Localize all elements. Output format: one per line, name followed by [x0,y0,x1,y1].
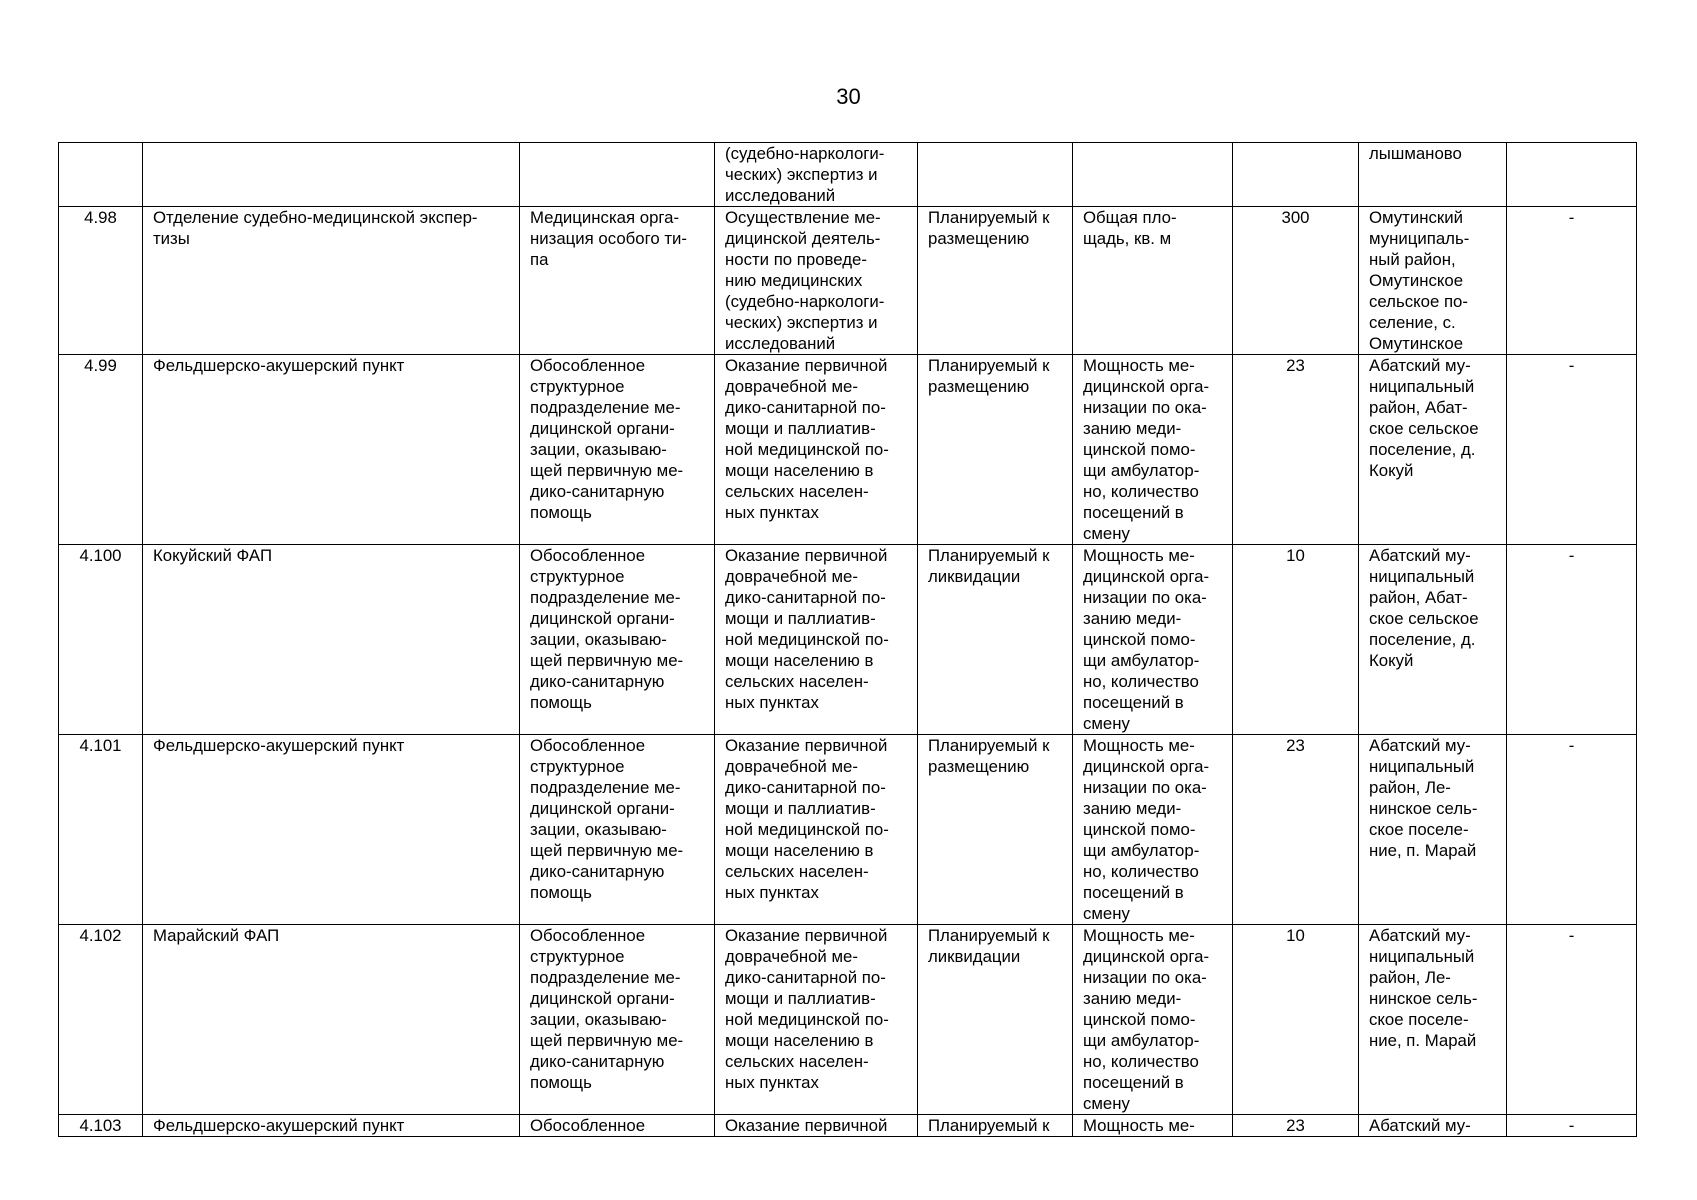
object-name: Отделение судебно-медицинской экспер- тизы [143,207,520,355]
object-value: 23 [1233,735,1359,925]
row-number: 4.98 [59,207,143,355]
object-zone: - [1507,735,1637,925]
object-location: Абатский му- ниципальный район, Ле- нинское сель- ское поселе- ние, п. Марай [1359,735,1507,925]
table-row [59,735,1637,925]
object-zone: - [1507,207,1637,355]
object-purpose: Оказание первичной доврачебной ме- дико-санитарной по- мощи и паллиатив- ной медицинской по- мощи населению в сельских населен- ных пунктах [715,735,918,925]
object-type [520,143,715,207]
object-value: 10 [1233,925,1359,1115]
object-characteristic [1073,143,1233,207]
object-status [918,143,1073,207]
object-type: Обособленное структурное подразделение ме- дицинской органи- зации, оказываю- щей первичную ме- дико-санитарную помощь [520,925,715,1115]
object-location: лышманово [1359,143,1507,207]
table-row [59,355,1637,545]
table-row [59,1115,1637,1137]
objects-table [58,142,1637,1137]
object-name: Фельдшерско-акушерский пункт [143,355,520,545]
page-number: 30 [836,84,861,109]
row-number [59,143,143,207]
object-type: Обособленное [520,1115,715,1137]
object-status: Планируемый к ликвидации [918,925,1073,1115]
object-zone [1507,143,1637,207]
table-row [59,207,1637,355]
object-type: Обособленное структурное подразделение ме- дицинской органи- зации, оказываю- щей первичную ме- дико-санитарную помощь [520,355,715,545]
object-characteristic: Мощность ме- дицинской орга- низации по ока- занию меди- цинской помо- щи амбулатор- но, количество посещений в смену [1073,355,1233,545]
object-zone: - [1507,1115,1637,1137]
object-characteristic: Мощность ме- дицинской орга- низации по ока- занию меди- цинской помо- щи амбулатор- но, количество посещений в смену [1073,735,1233,925]
table-row [59,545,1637,735]
object-purpose: (судебно-наркологи- ческих) экспертиз и исследований [715,143,918,207]
object-location: Абатский му- [1359,1115,1507,1137]
object-value: 300 [1233,207,1359,355]
object-name: Фельдшерско-акушерский пункт [143,735,520,925]
object-location: Абатский му- ниципальный район, Абат- ское сельское поселение, д. Кокуй [1359,355,1507,545]
row-number: 4.102 [59,925,143,1115]
object-characteristic: Мощность ме- дицинской орга- низации по ока- занию меди- цинской помо- щи амбулатор- но, количество посещений в смену [1073,545,1233,735]
object-status: Планируемый к размещению [918,355,1073,545]
object-zone: - [1507,925,1637,1115]
object-status: Планируемый к размещению [918,735,1073,925]
object-type: Обособленное структурное подразделение ме- дицинской органи- зации, оказываю- щей первичную ме- дико-санитарную помощь [520,545,715,735]
object-characteristic: Мощность ме- [1073,1115,1233,1137]
object-characteristic: Мощность ме- дицинской орга- низации по ока- занию меди- цинской помо- щи амбулатор- но, количество посещений в смену [1073,925,1233,1115]
object-status: Планируемый к размещению [918,207,1073,355]
object-name [143,143,520,207]
object-name: Кокуйский ФАП [143,545,520,735]
object-zone: - [1507,545,1637,735]
object-purpose: Оказание первичной доврачебной ме- дико-санитарной по- мощи и паллиатив- ной медицинской по- мощи населению в сельских населен- ных пунктах [715,545,918,735]
object-characteristic: Общая пло- щадь, кв. м [1073,207,1233,355]
row-number: 4.99 [59,355,143,545]
object-value: 23 [1233,1115,1359,1137]
object-location: Абатский му- ниципальный район, Ле- нинское сель- ское поселе- ние, п. Марай [1359,925,1507,1115]
object-type: Медицинская орга- низация особого ти- па [520,207,715,355]
object-zone: - [1507,355,1637,545]
object-type: Обособленное структурное подразделение ме- дицинской органи- зации, оказываю- щей первичную ме- дико-санитарную помощь [520,735,715,925]
object-location: Абатский му- ниципальный район, Абат- ское сельское поселение, д. Кокуй [1359,545,1507,735]
object-purpose: Оказание первичной доврачебной ме- дико-санитарной по- мощи и паллиатив- ной медицинской по- мощи населению в сельских населен- ных пунктах [715,355,918,545]
object-purpose: Осуществление ме- дицинской деятель- ности по проведе- нию медицинских (судебно-наркологи- ческих) экспертиз и исследований [715,207,918,355]
object-name: Фельдшерско-акушерский пункт [143,1115,520,1137]
object-location: Омутинский муниципаль- ный район, Омутинское сельское по- селение, с. Омутинское [1359,207,1507,355]
row-number: 4.103 [59,1115,143,1137]
object-value [1233,143,1359,207]
object-status: Планируемый к [918,1115,1073,1137]
row-number: 4.100 [59,545,143,735]
object-status: Планируемый к ликвидации [918,545,1073,735]
row-number: 4.101 [59,735,143,925]
table-row [59,143,1637,207]
object-value: 10 [1233,545,1359,735]
object-value: 23 [1233,355,1359,545]
object-purpose: Оказание первичной [715,1115,918,1137]
object-purpose: Оказание первичной доврачебной ме- дико-санитарной по- мощи и паллиатив- ной медицинской по- мощи населению в сельских населен- ных пунктах [715,925,918,1115]
table-row [59,925,1637,1115]
object-name: Марайский ФАП [143,925,520,1115]
